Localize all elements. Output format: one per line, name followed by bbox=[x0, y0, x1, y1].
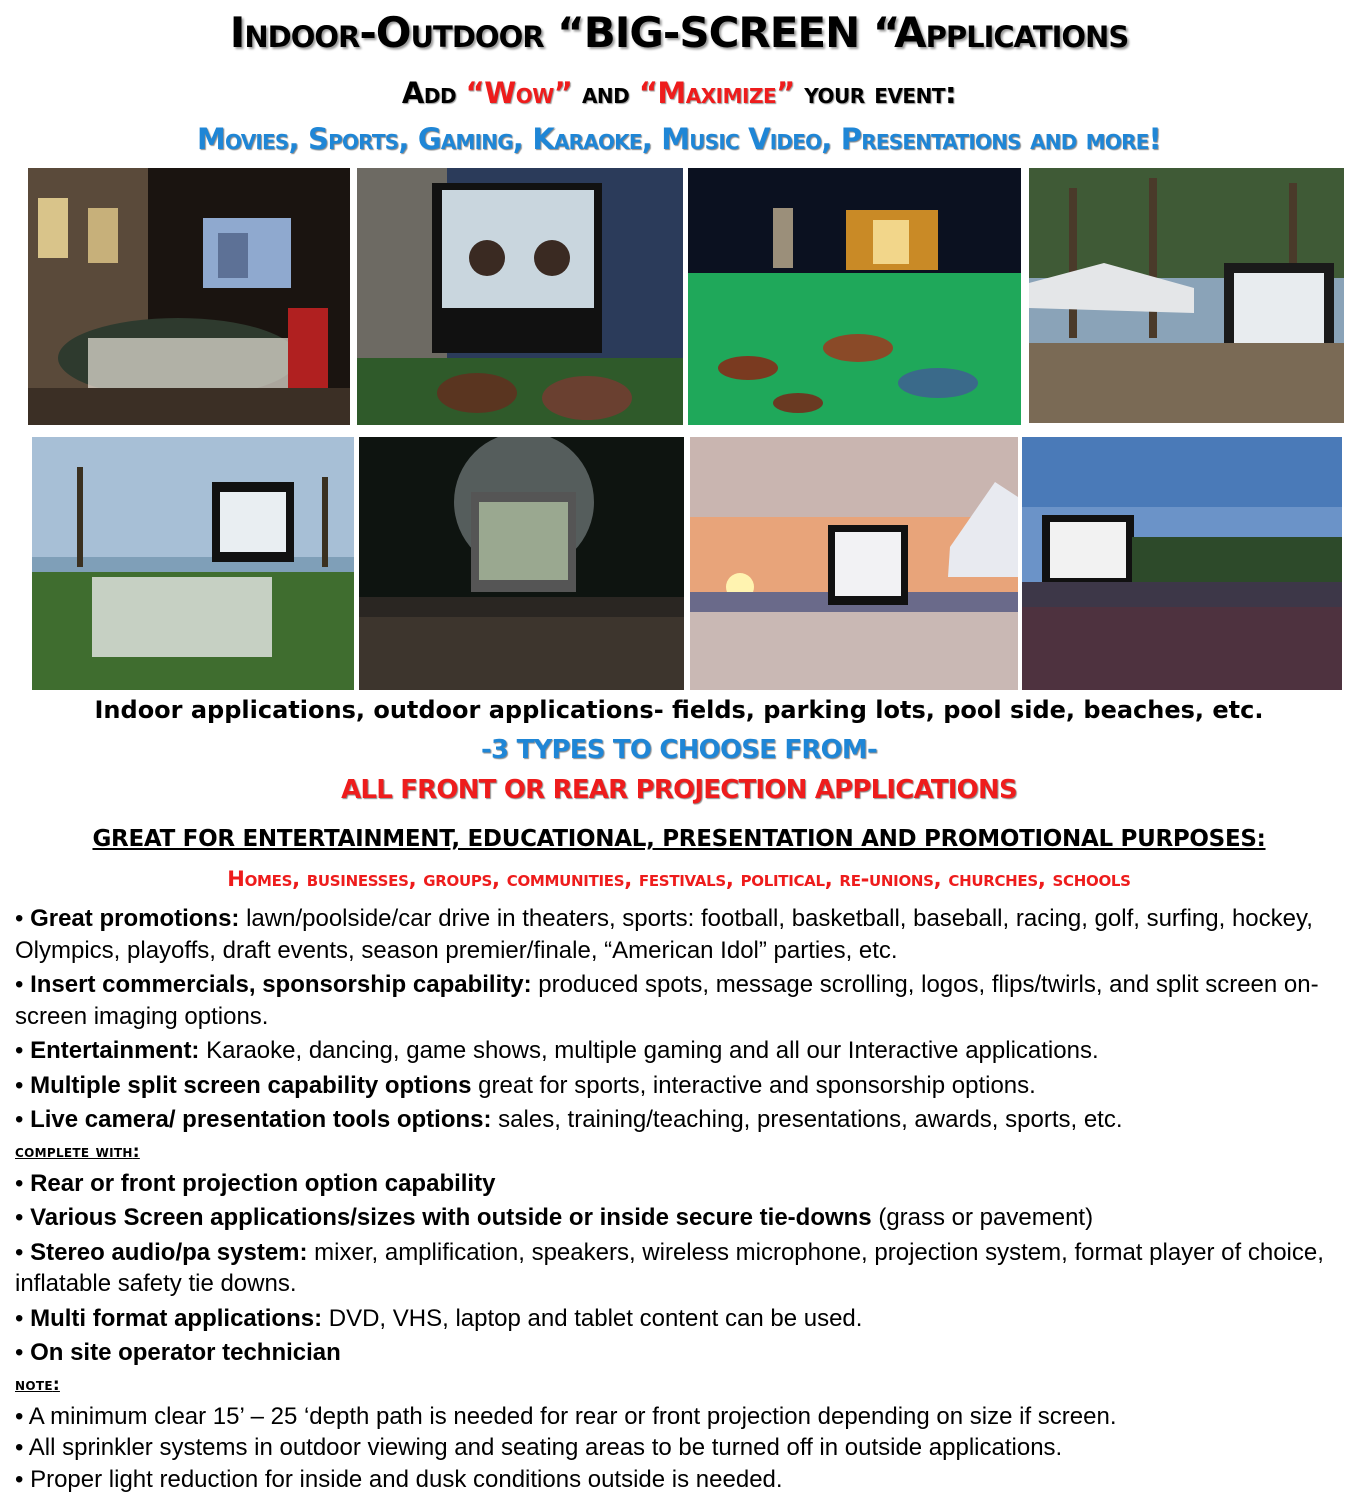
festival-crowd-screen-photo bbox=[1022, 437, 1342, 690]
note-item: • All sprinkler systems in outdoor viewing and seating areas to be turned off in outside applications. bbox=[15, 1434, 1063, 1461]
oceanside-chairs-screen-photo bbox=[32, 437, 354, 690]
forest-tent-screen-photo bbox=[1029, 168, 1344, 423]
feature-item: • Live camera/ presentation tools options: sales, training/teaching, presentations, awards, sports, etc. bbox=[15, 1106, 1123, 1133]
feature-item: • Entertainment: Karaoke, dancing, game shows, multiple gaming and all our Interactive applications. bbox=[15, 1037, 1099, 1064]
note-item: • A minimum clear 15’ – 25 ‘depth path is needed for rear or front projection depending on size if screen. bbox=[15, 1402, 1117, 1430]
subtitle bbox=[0, 76, 1358, 110]
subtitle-end: your event: bbox=[794, 76, 957, 110]
backyard-motorcycle-screen-photo bbox=[357, 168, 683, 425]
complete-item: • Various Screen applications/sizes with outside or inside secure tie-downs (grass or pavement) bbox=[15, 1204, 1094, 1231]
subtitle-add: Add bbox=[401, 76, 466, 110]
subtitle-and: and bbox=[572, 76, 639, 110]
projection-line: ALL FRONT OR REAR PROJECTION APPLICATIONS bbox=[341, 775, 1017, 805]
types-line: -3 TYPES TO CHOOSE FROM- bbox=[481, 735, 877, 765]
complete-item: • Stereo audio/pa system: mixer, amplification, speakers, wireless microphone, projection system, format player of choice, inflatable safety tie downs. bbox=[15, 1238, 1324, 1297]
great-for-heading: GREAT FOR ENTERTAINMENT, EDUCATIONAL, PRESENTATION AND PROMOTIONAL PURPOSES: bbox=[92, 826, 1266, 852]
feature-item: • Great promotions: lawn/poolside/car drive in theaters, sports: football, basketball, baseball, racing, golf, surfing, hockey, Olympics, playoffs, draft events, season premier/finale, “American Idol” parties, etc. bbox=[15, 905, 1313, 964]
details-section bbox=[15, 903, 1340, 1495]
uses-line: Movies, Sports, Gaming, Karaoke, Music Video, Presentations and more! bbox=[197, 122, 1161, 156]
note-label: note: bbox=[15, 1374, 60, 1395]
complete-item: • Multi format applications: DVD, VHS, laptop and tablet content can be used. bbox=[15, 1304, 863, 1332]
audiences-line: Homes, businesses, groups, communities, festivals, political, re-unions, churches, schools bbox=[227, 867, 1131, 891]
feature-item: • Insert commercials, sponsorship capability: produced spots, message scrolling, logos, flips/twirls, and split screen on-screen imaging options. bbox=[15, 971, 1319, 1030]
night-crowd-screen-photo bbox=[359, 437, 684, 690]
note-item: • Proper light reduction for inside and dusk conditions outside is needed. bbox=[15, 1465, 783, 1493]
feature-item: • Multiple split screen capability options great for sports, interactive and sponsorship options. bbox=[15, 1071, 1036, 1099]
subtitle-wow: “Wow” bbox=[465, 76, 573, 110]
applications-caption: Indoor applications, outdoor applications- fields, parking lots, pool side, beaches, etc. bbox=[94, 696, 1264, 724]
complete-with-label: complete with: bbox=[15, 1141, 140, 1162]
indoor-dinner-movie-photo bbox=[28, 168, 350, 425]
pool-movie-photo bbox=[688, 168, 1021, 425]
complete-item: • Rear or front projection option capability bbox=[15, 1169, 496, 1197]
subtitle-maximize: “Maximize” bbox=[638, 76, 795, 110]
beach-sunset-screen-photo bbox=[690, 437, 1018, 690]
page-title: Indoor-Outdoor “BIG-SCREEN “Applications bbox=[229, 8, 1129, 57]
complete-item: • On site operator technician bbox=[15, 1339, 341, 1366]
